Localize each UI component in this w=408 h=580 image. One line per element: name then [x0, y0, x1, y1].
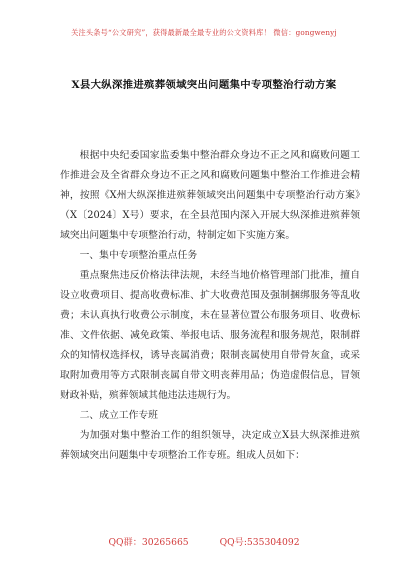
document-body: [60, 146, 360, 466]
intro-paragraph: 根据中央纪委国家监委集中整治群众身边不正之风和腐败问题工作推进会及全省群众身边不正之风和腐败问题集中整治工作推进会精神，按照《X州大纵深推进殡葬领域突出问题集中专项整治行动方案》（X〔2024〕X号）要求，在全县范围内深入开展大纵深推进殡葬领域突出问题集中专项整治行动，特制定如下实施方案。: [60, 150, 360, 241]
section-heading-2: 二、成立工作专班: [79, 410, 158, 421]
qq-group-text: QQ群：30265665: [108, 537, 189, 548]
section-paragraph-1: 重点聚焦违反价格法律法规，未经当地价格管理部门批准，擅自设立收费项目、提高收费标准、扩大收费范围及强制捆绑服务等乱收费；未认真执行收费公示制度，未在显著位置公布服务项目、收费标准、文件依据、减免政策、举报电话、服务流程和服务规范，限制群众的知情权选择权，诱导丧属消费；限制丧属使用自带骨灰盒，或采取附加费用等方式限制丧属自带文明丧葬用品；伪造虚假信息，冒领财政补贴，殡葬领域其他违法违规行为。: [60, 270, 360, 401]
section-heading-1: 一、集中专项整治重点任务: [79, 250, 198, 261]
document-title: X县大纵深推进殡葬领域突出问题集中专项整治行动方案: [71, 79, 337, 91]
section-paragraph-2: 为加强对集中整治工作的组织领导，决定成立X县大纵深推进殡葬领域突出问题集中专项整治工作专班。组成人员如下：: [60, 430, 360, 461]
footer-contact: [0, 534, 408, 548]
top-banner: 关注头条号“公文研究”，获得最新最全最专业的公文资料库！ 微信：gongwenyj: [71, 28, 337, 37]
qq-number-text: QQ号:535304092: [219, 537, 300, 548]
